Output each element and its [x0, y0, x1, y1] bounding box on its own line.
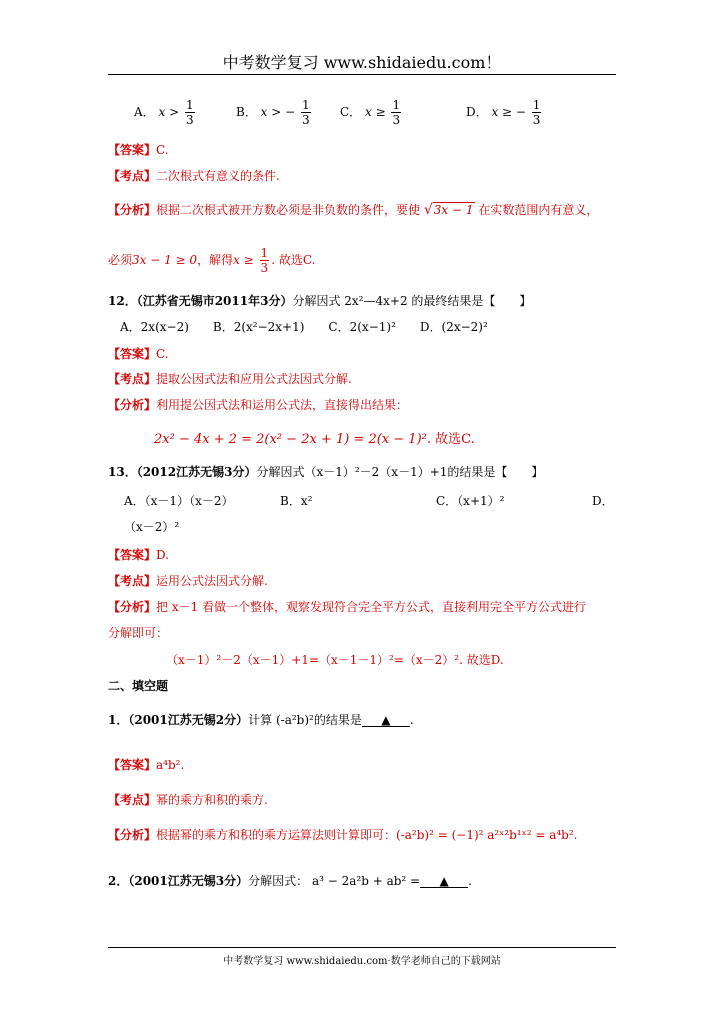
- f1-knowledge: 【考点】幂的乘方和积的乘方.: [108, 793, 268, 807]
- q13-option-b: B．x²: [280, 494, 313, 508]
- page-footer: 中考数学复习 www.shidaiedu.com·数学老师自己的下载网站: [223, 956, 501, 967]
- q13-analysis: 【分析】把 x－1 看做一个整体，观察发现符合完全平方公式，直接利用完全平方公式进行: [108, 600, 587, 614]
- q13-option-d-value: （x－2）²: [124, 520, 180, 534]
- footer-divider: [108, 947, 616, 948]
- q12-formula: 2x² − 4x + 2 = 2(x² − 2x + 1) = 2(x − 1)². 故选C.: [154, 432, 475, 447]
- q11-knowledge: 【考点】二次根式有意义的条件.: [108, 169, 280, 183]
- q13-stem: 13．（2012江苏无锡3分）分解因式（x－1）²－2（x－1）+1的结果是【 】: [108, 465, 544, 479]
- header-divider: [108, 74, 616, 75]
- q13-analysis-cont: 分解即可：: [108, 626, 169, 640]
- page-header: 中考数学复习 www.shidaiedu.com！: [222, 53, 502, 72]
- f1-analysis: 【分析】根据幂的乘方和积的乘方运算法则计算即可：(-a²b)² = (−1)² a²ˣ²b¹ˣ² = a⁴b².: [108, 828, 578, 842]
- f2-blank: ▲: [420, 875, 468, 888]
- q12-options: A．2x(x−2) B．2(x²−2x+1) C．2(x−1)² D．(2x−2)²: [120, 320, 488, 334]
- q13-answer: 【答案】D.: [108, 548, 170, 562]
- q12-knowledge: 【考点】提取公因式法和应用公式法因式分解.: [108, 372, 352, 386]
- q11-option-b: B． x > − $\frac{1}{3}$: [236, 98, 310, 127]
- q13-option-d: D．: [592, 494, 614, 508]
- q13-formula: （x－1）²－2（x－1）+1=（x－1－1）²=（x－2）². 故选D.: [166, 653, 504, 667]
- section-title: 二、填空题: [108, 679, 169, 693]
- q11-analysis-cont: 必须3x − 1 ≥ 0，解得x ≥ $\frac{1}{3}$ . 故选C.: [108, 246, 316, 275]
- f1-stem: 1．（2001江苏无锡2分）计算 (-a²b)²的结果是 ▲ .: [108, 713, 414, 727]
- q12-answer: 【答案】C.: [108, 347, 169, 361]
- q13-option-c: C．（x+1）²: [436, 494, 505, 508]
- q11-option-d: D． x ≥ − $\frac{1}{3}$: [466, 98, 541, 127]
- q11-option-c: C． x ≥ $\frac{1}{3}$: [340, 98, 401, 127]
- f1-blank: ▲: [362, 714, 410, 727]
- q12-analysis: 【分析】利用提公因式法和运用公式法，直接得出结果：: [108, 398, 409, 412]
- f2-stem: 2．（2001江苏无锡3分）分解因式： a³ − 2a²b + ab² = ▲ .: [108, 874, 472, 888]
- f1-answer: 【答案】a⁴b².: [108, 758, 185, 772]
- q12-stem: 12．（江苏省无锡市2011年3分）分解因式 2x²—4x+2 的最终结果是【 】: [108, 294, 532, 308]
- q13-option-a: A．（x－1）（x－2）: [124, 494, 234, 508]
- q11-analysis: 【分析】根据二次根式被开方数必须是非负数的条件，要使 √3x − 1 在实数范围内有意义，: [108, 202, 599, 218]
- q11-answer: 【答案】C.: [108, 143, 169, 157]
- q11-option-a: A． x > $\frac{1}{3}$: [134, 98, 194, 127]
- q13-knowledge: 【考点】运用公式法因式分解.: [108, 574, 268, 588]
